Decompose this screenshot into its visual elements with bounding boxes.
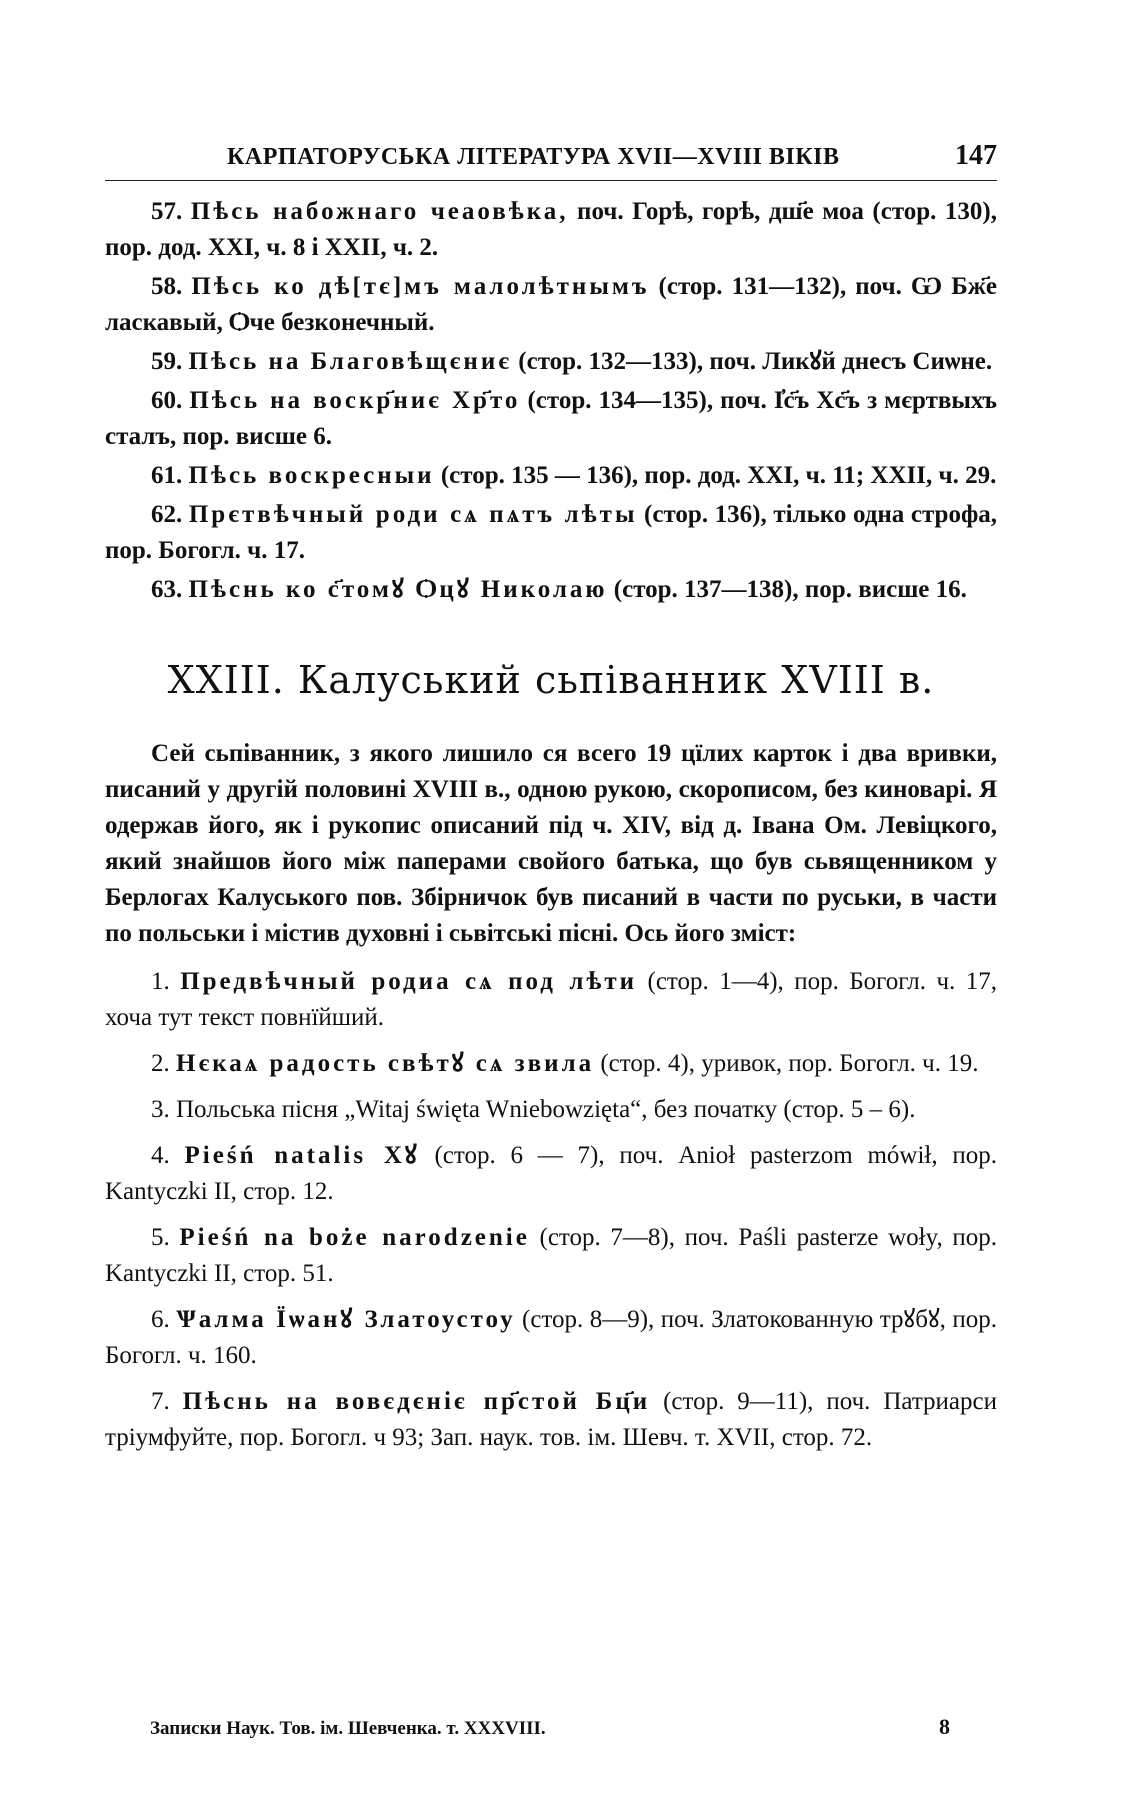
entry-title: Пѣсь воскресныи [188,462,435,489]
list-item: 6. Ѱалма Їѡанꙋ Златоустоу (стор. 8—9), поч. Златокованную трꙋбꙋ, пор. Богогл. ч. 160. [105,1306,997,1369]
page-footer [150,1714,950,1748]
list-item: 5. Pieśń na boże narodzenie (стор. 7—8), поч. Paśli pasterze woły, пор. Kantyczki II, стор. 51. [105,1224,997,1287]
entry-title: Предвѣчный родиа сѧ под лѣти [180,968,638,995]
page-body [105,194,997,1466]
list-item: 7. Пѣснь на вовєдєніє пр҃стой Бц҃и (стор. 9—11), поч. Патриарси тріумфуйте, пор. Богогл. ч 93; Зап. наук. тов. ім. Шевч. т. XVII, стор. 72. [105,1388,997,1451]
list-item: 59. Пѣсь на Благовѣщєниє (стор. 132—133), поч. Ликꙋй днесъ Сиѡне. [151,348,993,375]
list-item: 62. Прєтвѣчный роди сѧ пѧтъ лѣты (стор. 136), тілько одна строфа, пор. Богогл. ч. 17. [105,501,998,564]
entry-title: Пѣснь ко с҃томꙋ Ѻцꙋ Николаю [188,576,608,603]
list-item: 57. Пѣсь набожнаго чеаовѣка, поч. Горѣ, горѣ, дш҃е моа (стор. 130), пор. дод. XXI, ч. 8 і XXII, ч. 2. [105,198,997,261]
entry-title: Ѱалма Їѡанꙋ Златоустоу [176,1306,516,1333]
entry-list-continued [105,194,997,608]
list-item: 2. Нєкаѧ радость свѣтꙋ сѧ звила (стор. 4), уривок, пор. Богогл. ч. 19. [151,1050,979,1077]
entry-title: Pieśń na boże narodzenie [179,1224,530,1251]
entry-list [105,964,997,1456]
entry-title: Польська пісня „Witaj święta Wniebowzięta“, [176,1096,648,1123]
footer-journal-line: Записки Наук. Тов. ім. Шевченка. т. XXXVIII. [150,1718,546,1739]
entry-title: Pieśń natalis Xꙋ [184,1142,420,1169]
entry-title: Пѣсь на воскр҃ниє Хр҃то [189,387,521,414]
list-item: 4. Pieśń natalis Xꙋ (стор. 6 — 7), поч. Anioł pasterzom mówił, пор. Kantyczki II, стор. 12. [105,1142,998,1205]
section-heading: XXIII. Калуський сьпіванник XVIII в. [167,658,935,702]
signature-mark: 8 [939,1714,950,1739]
page-header [105,136,997,181]
list-item: 1. Предвѣчный родиа сѧ под лѣти (стор. 1—4), пор. Богогл. ч. 17, хоча тут текст повнїйший. [105,968,997,1031]
entry-title: Прєтвѣчный роди сѧ пѧтъ лѣты [188,501,638,528]
running-title: КАРПАТОРУСЬКА ЛІТЕРАТУРА XVII—XVIII ВІКІВ [227,144,840,170]
list-item: 61. Пѣсь воскресныи (стор. 135 — 136), пор. дод. XXI, ч. 11; XXII, ч. 29. [151,462,997,489]
list-item: 60. Пѣсь на воскр҃ниє Хр҃то (стор. 134—135), поч. І҆с҃ъ Хс҃ъ з мєртвыхъ сталъ, пор. висше 6. [105,387,997,450]
list-item: 63. Пѣснь ко с҃томꙋ Ѻцꙋ Николаю (стор. 137—138), пор. висше 16. [151,576,967,603]
entry-title: Пѣсь ко дѣ[тє]мъ малолѣтнымъ [191,273,650,300]
entry-title: Пѣснь на вовєдєніє пр҃стой Бц҃и [182,1388,651,1415]
section-intro-paragraph: Сей сьпіванник, з якого лишило ся всего 19 цїлих карток і два вривки, писаний у другій половині XVIII в., одною рукою, скорописом, без киноварі. Я одержав його, як і рукопис описаний під ч. XIV, від д. Івана Ом. Левіцкого, який знайшов його між паперами свойого батька, що був сьвященником у Берлогах Калуського пов. Збірничок був писаний в части по руськи, в части по польськи і містив духовні і сьвітські пісні. Ось його зміст: [105,740,997,947]
page-number: 147 [955,140,997,171]
entry-title: Нєкаѧ радость свѣтꙋ сѧ звила [176,1050,595,1077]
entry-title: Пѣсь набожнаго чеаовѣка, [190,198,569,225]
list-item: 58. Пѣсь ко дѣ[тє]мъ малолѣтнымъ (стор. 131—132), поч. Ѡ Бж҃е ласкавый, Ѻче безконечный. [105,273,998,336]
list-item: 3. Польська пісня „Witaj święta Wniebowzięta“, без початку (стор. 5 – 6). [151,1096,916,1123]
entry-title: Пѣсь на Благовѣщєниє [188,348,513,375]
